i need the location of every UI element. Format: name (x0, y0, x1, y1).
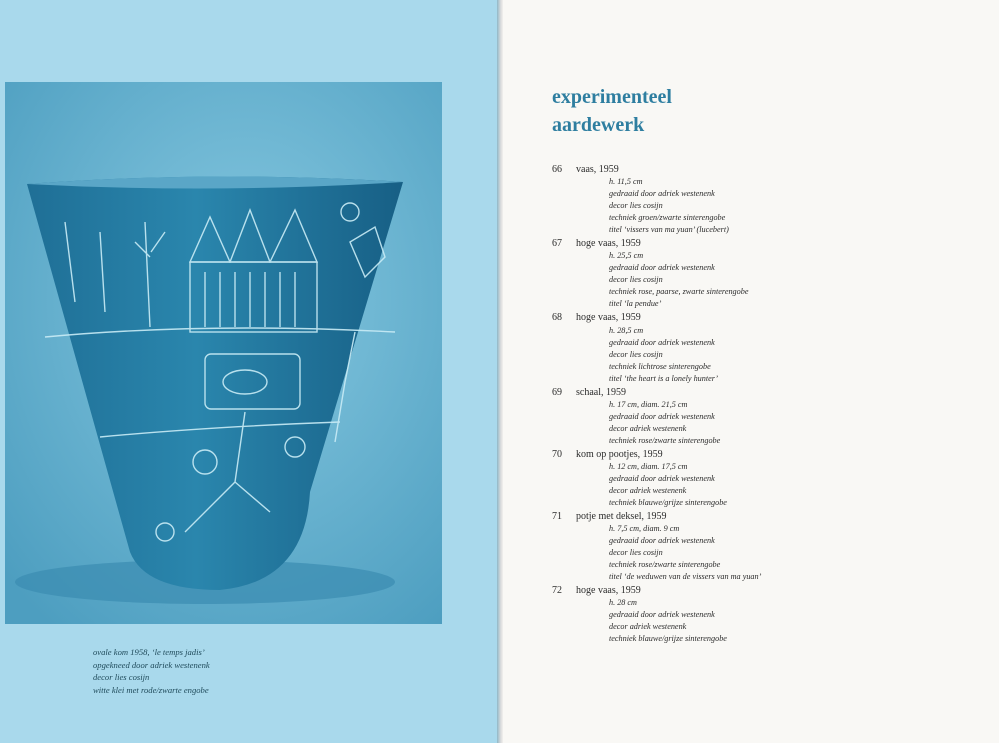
entry-number: 68 (552, 312, 562, 324)
catalogue-entry (552, 448, 982, 509)
entry-name: vaas, 1959 (576, 164, 619, 175)
catalogue-entry (552, 311, 982, 384)
catalogue-entry (552, 584, 982, 645)
entry-detail: gedraaid door adriek westenenk (609, 536, 715, 546)
entry-detail: techniek blauwe/grijze sinterengobe (609, 498, 727, 508)
entry-detail: techniek rose/zwarte sinterengobe (609, 560, 721, 570)
entry-detail: techniek rose/zwarte sinterengobe (609, 435, 721, 445)
entry-name: schaal, 1959 (576, 386, 626, 398)
catalogue-entry (552, 510, 982, 583)
entry-name: potje met deksel, 1959 (576, 511, 667, 523)
entry-detail: gedraaid door adriek westenenk (609, 263, 715, 273)
entry-detail: decor adriek westenenk (609, 423, 687, 433)
entry-name: hoge vaas, 1959 (576, 238, 641, 250)
entry-number: 72 (552, 585, 562, 597)
title-line: aardewerk (552, 114, 645, 136)
entry-number: 71 (552, 511, 562, 523)
entry-name: kom op pootjes, 1959 (576, 448, 663, 460)
entry-detail: decor lies cosijn (609, 201, 663, 211)
entry-detail: titel ‘la pendue’ (609, 299, 662, 309)
entry-detail: h. 28 cm (609, 598, 637, 608)
entry-heading (552, 311, 982, 324)
caption-line: opgekneed door adriek westenenk (93, 659, 210, 670)
catalogue-entry (552, 163, 982, 236)
entry-detail: gedraaid door adriek westenenk (609, 337, 715, 347)
entry-detail: gedraaid door adriek westenenk (609, 411, 715, 421)
entry-detail: h. 17 cm, diam. 21,5 cm (609, 399, 688, 409)
entry-number: 70 (552, 448, 562, 460)
entry-detail: h. 28,5 cm (609, 325, 644, 335)
caption-line: ovale kom 1958, ‘le temps jadis’ (93, 647, 205, 657)
entry-detail: gedraaid door adriek westenenk (609, 610, 715, 620)
entry-heading (552, 510, 982, 523)
entry-detail: techniek blauwe/grijze sinterengobe (609, 634, 727, 644)
entry-detail: titel ‘the heart is a lonely hunter’ (609, 373, 718, 383)
photo-caption (93, 646, 210, 696)
entry-detail: titel ‘vissers van ma yuan’ (lucebert) (609, 225, 729, 235)
entry-heading (552, 163, 982, 176)
entry-number: 67 (552, 238, 562, 250)
entry-detail: decor lies cosijn (609, 275, 663, 285)
page-title (552, 83, 672, 139)
entry-heading (552, 584, 982, 597)
entry-detail: decor adriek westenenk (609, 622, 687, 632)
entry-name: hoge vaas, 1959 (576, 312, 641, 324)
catalogue-entry (552, 386, 982, 447)
entry-detail: decor lies cosijn (609, 349, 663, 359)
catalogue-list (552, 163, 982, 646)
entry-detail: gedraaid door adriek westenenk (609, 474, 715, 484)
caption-line: decor lies cosijn (93, 672, 150, 682)
title-line: experimenteel (552, 86, 672, 108)
entry-detail: titel ‘de weduwen van de vissers van ma yuan’ (609, 572, 762, 582)
entry-detail: h. 25,5 cm (609, 251, 644, 261)
entry-detail: gedraaid door adriek westenenk (609, 189, 715, 199)
entry-number: 69 (552, 386, 562, 398)
entry-detail: h. 12 cm, diam. 17,5 cm (609, 462, 688, 472)
entry-heading (552, 237, 982, 250)
entry-name: hoge vaas, 1959 (576, 585, 641, 597)
entry-detail: h. 7,5 cm, diam. 9 cm (609, 524, 680, 534)
entry-detail: decor lies cosijn (609, 548, 663, 558)
entry-detail: techniek groen/zwarte sinterengobe (609, 213, 726, 223)
left-page (0, 0, 497, 743)
entry-detail: techniek lichtrose sinterengobe (609, 361, 711, 371)
bowl-illustration (5, 82, 442, 624)
bowl-photograph (5, 82, 442, 624)
entry-detail: techniek rose, paarse, zwarte sinterengobe (609, 287, 749, 297)
entry-detail: h. 11,5 cm (609, 177, 643, 187)
entry-detail: decor adriek westenenk (609, 486, 687, 496)
caption-line: witte klei met rode/zwarte engobe (93, 684, 209, 695)
entry-number: 66 (552, 164, 562, 175)
entry-heading (552, 448, 982, 461)
catalogue-entry (552, 237, 982, 310)
entry-heading (552, 386, 982, 399)
